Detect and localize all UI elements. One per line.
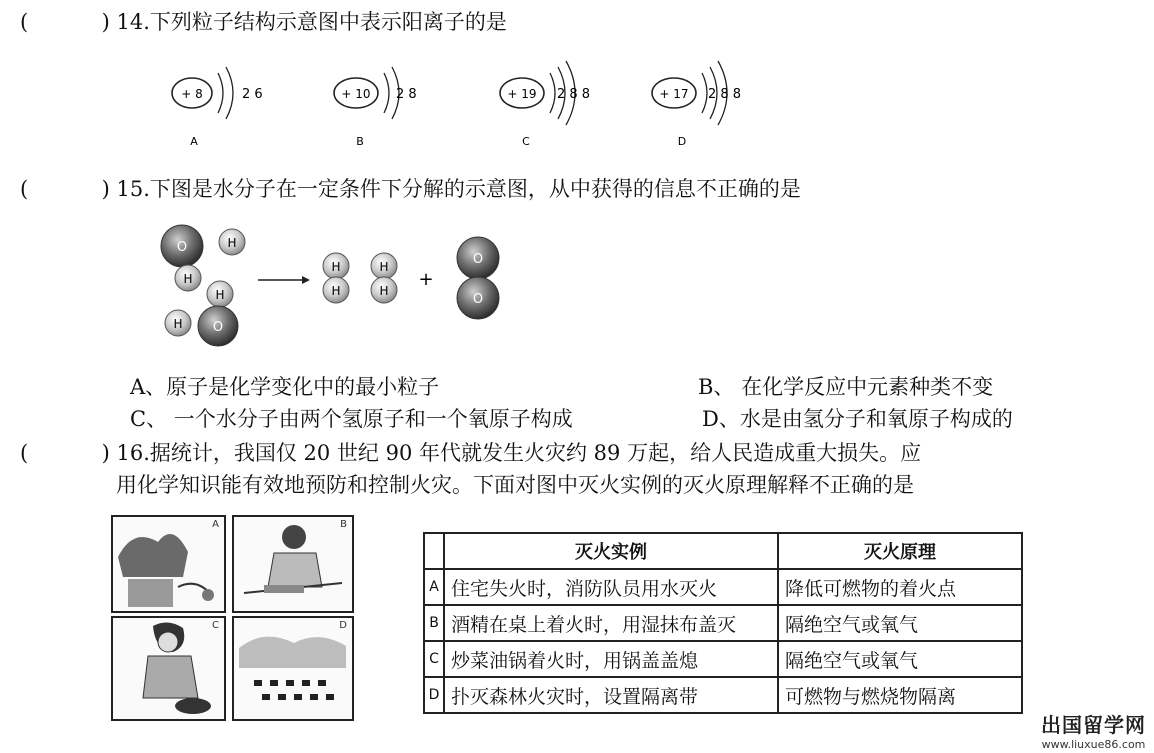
q14-atom-diagrams (160, 55, 800, 155)
atom-a (172, 67, 263, 148)
forest-fire-illustration (234, 618, 352, 719)
q15-option-b: B、 在化学反应中元素种类不变 (698, 375, 994, 399)
q14-line (20, 8, 507, 36)
house-fire-illustration (113, 517, 224, 611)
fire-picture-d (232, 616, 354, 721)
watermark (1041, 709, 1146, 751)
reaction-arrow (258, 276, 310, 284)
row-letter: A (424, 569, 444, 605)
atom-d-label: D (677, 135, 687, 148)
atom-d-nucleus: + 17 (659, 87, 689, 101)
q14-paren-close: ) (101, 10, 110, 34)
table-row (424, 605, 1022, 641)
row-example: 炒菜油锅着火时，用锅盖盖熄 (444, 641, 778, 677)
hydrogen-molecules (323, 253, 397, 303)
h-atom-label: H (173, 317, 183, 331)
q16-question-text-1: 16.据统计，我国仅 20 世纪 90 年代就发生火灾约 89 万起，给人民造成重大损失。应 (116, 441, 922, 465)
q15-molecule-diagram (150, 220, 530, 360)
o-atom-label: O (212, 320, 224, 335)
row-principle: 隔绝空气或氧气 (778, 641, 1022, 677)
row-principle: 降低可燃物的着火点 (778, 569, 1022, 605)
plus-sign: + (418, 269, 434, 290)
atom-c-label: C (522, 135, 530, 148)
row-letter: B (424, 605, 444, 641)
h-atom-label: H (183, 272, 193, 286)
table-header-example: 灭火实例 (444, 533, 778, 569)
watermark-url: www.liuxue86.com (1041, 738, 1146, 751)
row-example: 酒精在桌上着火时，用湿抹布盖灭 (444, 605, 778, 641)
atom-c (500, 61, 590, 148)
h-atom-label: H (215, 288, 225, 302)
fire-picture-b (232, 515, 354, 613)
table-row (424, 677, 1022, 713)
fire-picture-c-tag: C (212, 620, 219, 631)
q15-line (20, 175, 801, 203)
pan-fire-illustration (113, 618, 224, 719)
q15-option-a: A、原子是化学变化中的最小粒子 (130, 375, 440, 399)
q16-paren-close: ) (101, 441, 110, 465)
table-header-blank (424, 533, 444, 569)
table-header-row (424, 533, 1022, 569)
q15-paren-open: ( (20, 177, 29, 201)
row-example: 住宅失火时，消防队员用水灭火 (444, 569, 778, 605)
row-letter: C (424, 641, 444, 677)
atom-c-nucleus: + 19 (507, 87, 537, 101)
h-atom-label: H (227, 236, 237, 250)
atom-b-label: B (356, 135, 364, 148)
watermark-name: 出国留学网 (1041, 713, 1146, 737)
table-fire-illustration (234, 517, 352, 611)
q15-question-text: 15.下图是水分子在一定条件下分解的示意图，从中获得的信息不正确的是 (116, 177, 801, 201)
table-row (424, 641, 1022, 677)
h-atom-label: H (379, 284, 389, 298)
atom-a-label: A (190, 135, 198, 148)
water-molecules (161, 225, 245, 346)
q15-paren-close: ) (101, 177, 110, 201)
q15-option-c: C、 一个水分子由两个氢原子和一个氧原子构成 (130, 407, 573, 431)
atom-b-nucleus: + 10 (341, 87, 371, 101)
row-example: 扑灭森林火灾时，设置隔离带 (444, 677, 778, 713)
fire-picture-b-tag: B (340, 519, 347, 530)
table-header-principle: 灭火原理 (778, 533, 1022, 569)
q16-line1 (20, 439, 921, 467)
fire-picture-a (111, 515, 226, 613)
h-atom-label: H (379, 260, 389, 274)
o-atom-label: O (472, 252, 484, 267)
atom-b-shells: 2 8 (396, 87, 417, 102)
oxygen-molecule (457, 237, 499, 319)
row-letter: D (424, 677, 444, 713)
o-atom-label: O (472, 292, 484, 307)
q14-question-text: 14.下列粒子结构示意图中表示阳离子的是 (116, 10, 507, 34)
fire-picture-c (111, 616, 226, 721)
o-atom-label: O (176, 240, 188, 255)
row-principle: 隔绝空气或氧气 (778, 605, 1022, 641)
atom-a-shells: 2 6 (242, 87, 263, 102)
table-row (424, 569, 1022, 605)
atom-c-shells: 2 8 8 (557, 87, 591, 102)
fire-principle-table (423, 532, 1023, 714)
atom-b (334, 67, 417, 148)
fire-picture-a-tag: A (212, 519, 219, 530)
h-atom-label: H (331, 260, 341, 274)
q14-paren-open: ( (20, 10, 29, 34)
h-atom-label: H (331, 284, 341, 298)
atom-a-nucleus: + 8 (181, 87, 203, 101)
atom-d-shells: 2 8 8 (708, 87, 742, 102)
atom-d (652, 61, 741, 148)
q15-option-d: D、水是由氢分子和氧原子构成的 (702, 407, 1013, 431)
row-principle: 可燃物与燃烧物隔离 (778, 677, 1022, 713)
q16-question-text-2: 用化学知识能有效地预防和控制火灾。下面对图中灭火实例的灭火原理解释不正确的是 (116, 473, 914, 497)
fire-picture-d-tag: D (339, 620, 347, 631)
q16-paren-open: ( (20, 441, 29, 465)
